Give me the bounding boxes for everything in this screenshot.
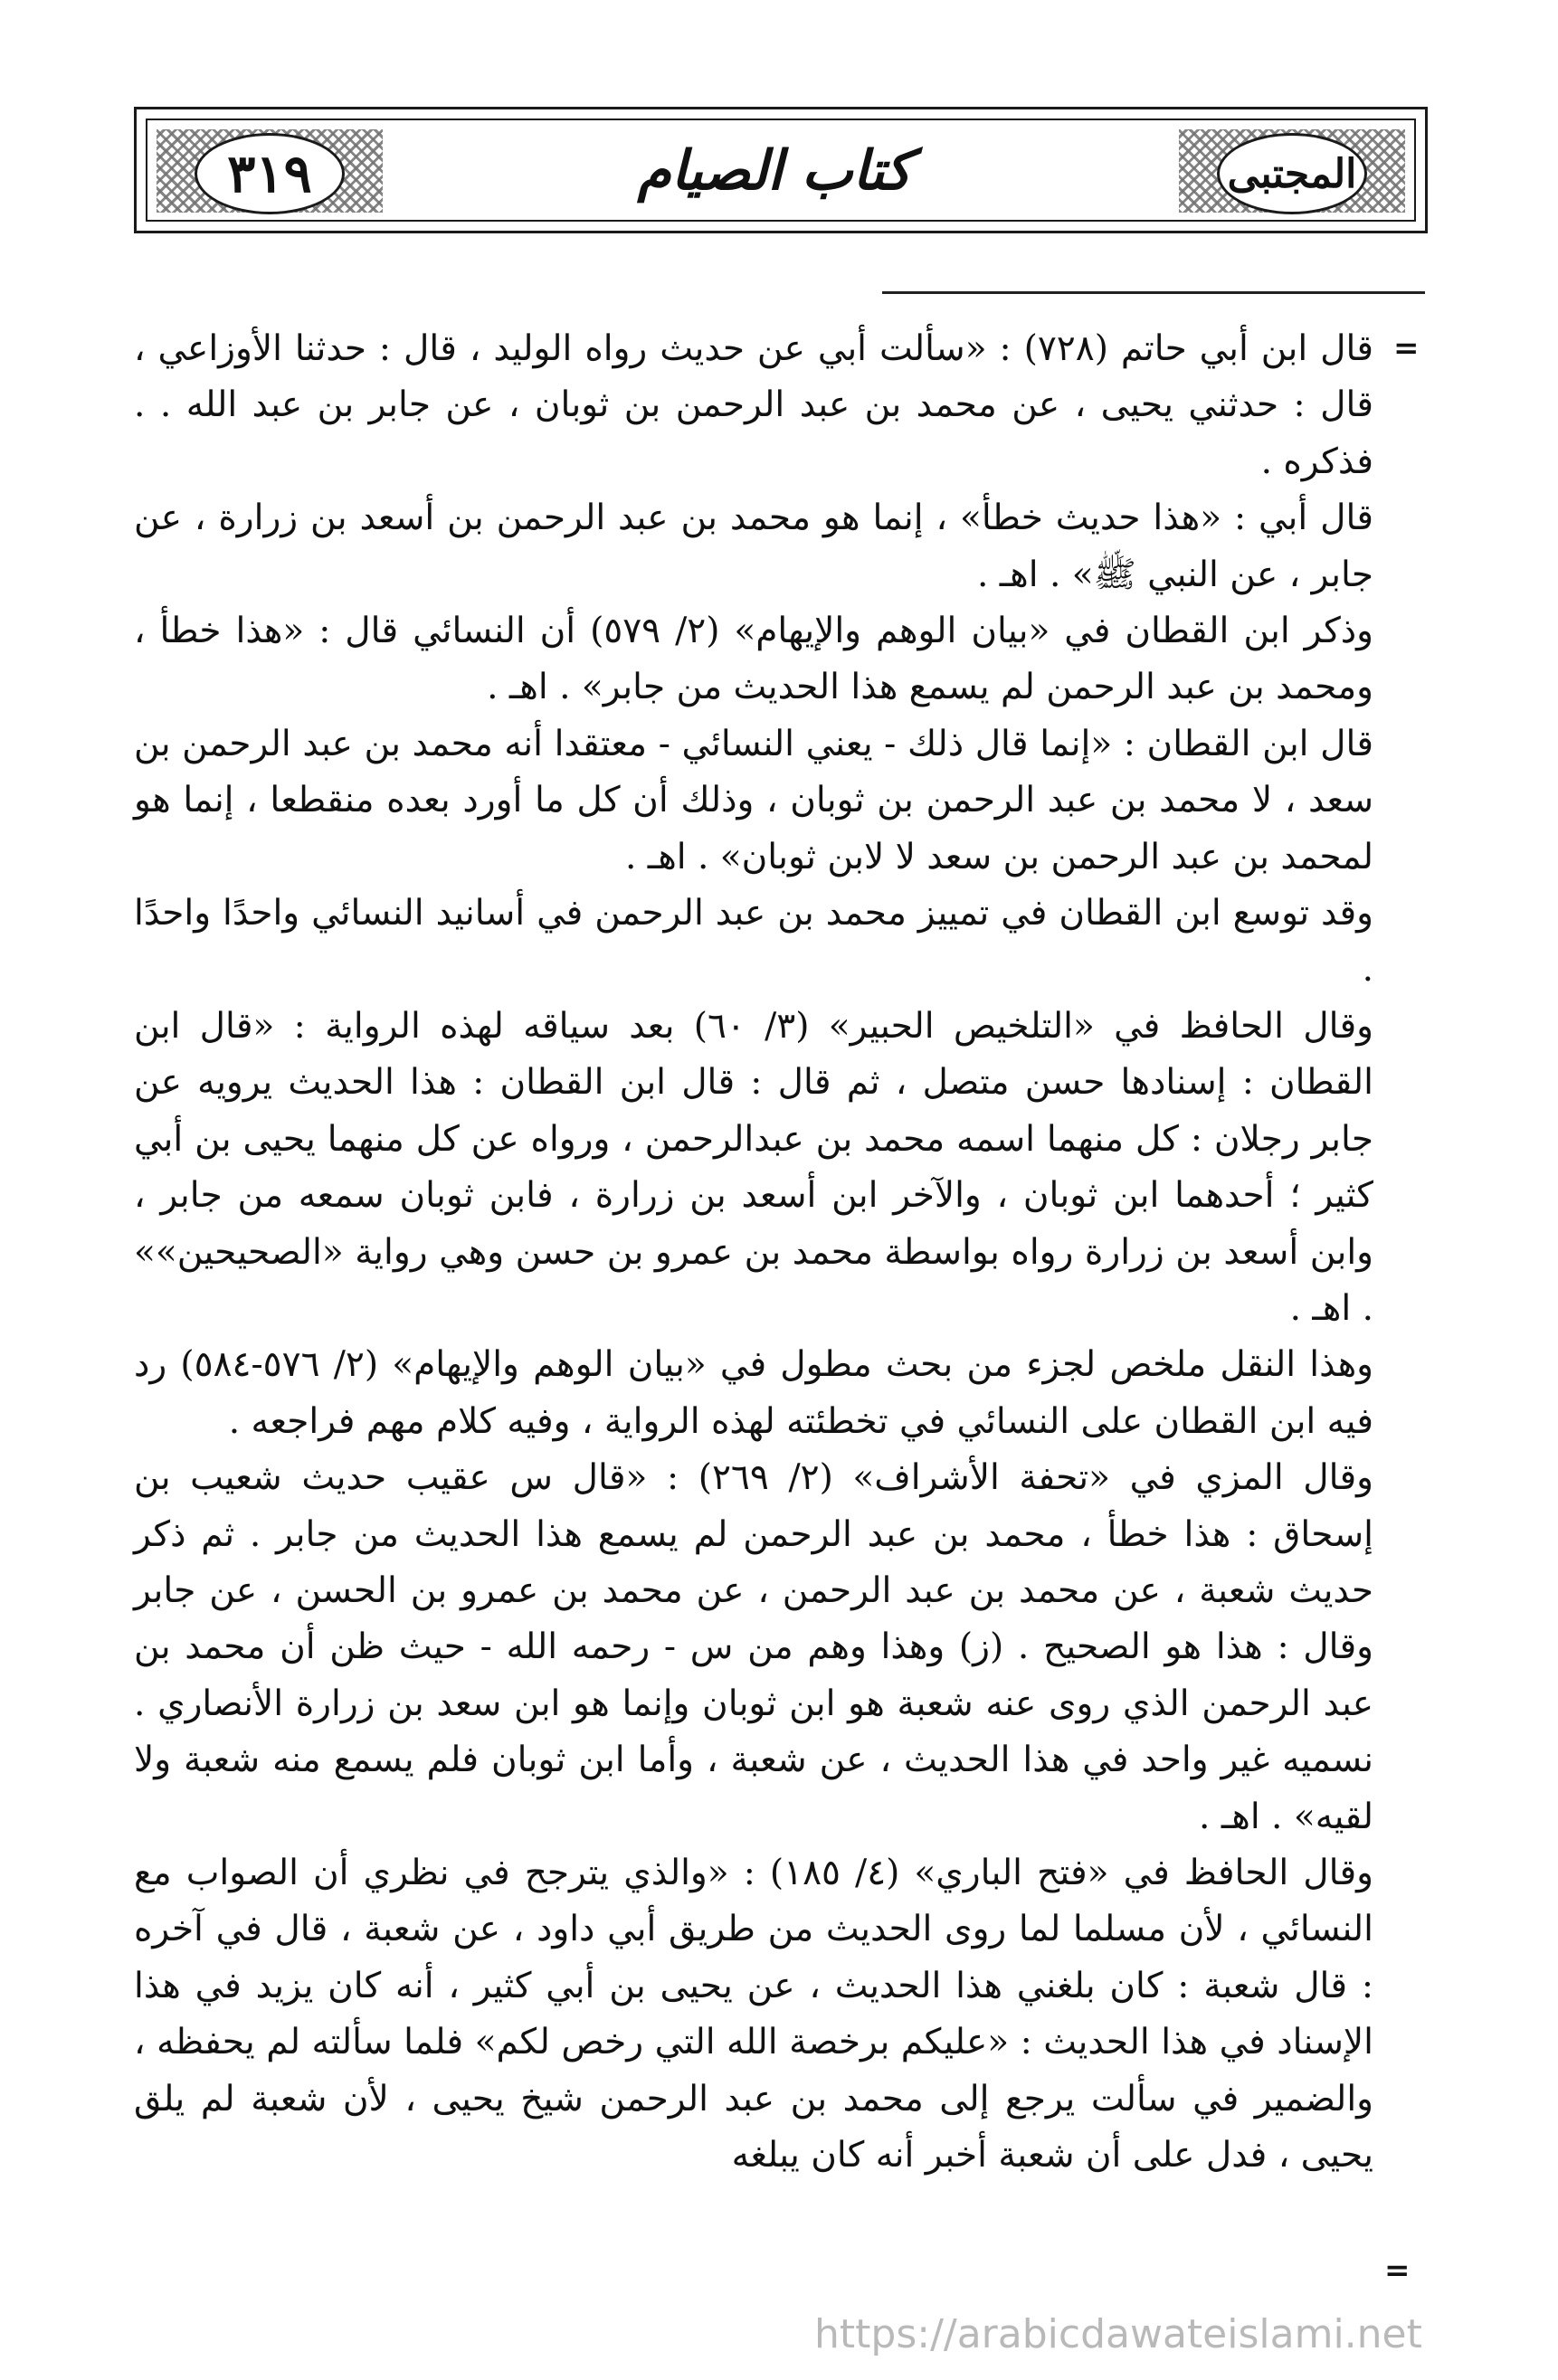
paragraph: وقال الحافظ في «التلخيص الحبير» (٣/ ٦٠) بعد سياقه لهذه الرواية : «قال ابن القطان : إسنادها حسن متصل ، ثم قال : قال ابن القطان : هذا الحديث يرويه عن جابر رجلان : كل منهما اسمه محمد بن عبدالرحمن ، ورواه عن كل منهما يحيى بن أبي كثير ؛ أحدهما ابن ثوبان ، والآخر ابن أسعد بن زرارة ، فابن ثوبان سمعه من جابر ، وابن أسعد بن زرارة رواه بواسطة محمد بن عمرو بن حسن وهي رواية «الصحيحين»» . اهـ .: [134, 1005, 1373, 1329]
paragraph: قال ابن القطان : «إنما قال ذلك - يعني النسائي - معتقدا أنه محمد بن عبد الرحمن بن سعد ، لا محمد بن عبد الرحمن بن ثوبان ، وذلك أن كل ما أورد بعده منقطعا ، إنما هو لمحمد بن عبد الرحمن بن سعد لا لابن ثوبان» . اهـ .: [134, 723, 1373, 877]
paragraph: وهذا النقل ملخص لجزء من بحث مطول في «بيان الوهم والإيهام» (٢/ ٥٧٦-٥٨٤) رد فيه ابن القطان على النسائي في تخطئته لهذه الرواية ، وفيه كلام مهم فراجعه .: [134, 1344, 1373, 1442]
footnote-text: [134, 321, 1373, 2184]
book-title: كتاب الصيام: [637, 139, 912, 203]
paragraph: قال أبي : «هذا حديث خطأ» ، إنما هو محمد بن عبد الرحمن بن أسعد بن زرارة ، عن جابر ، عن النبي ﷺ» . اهـ .: [134, 498, 1373, 595]
paragraph: وذكر ابن القطان في «بيان الوهم والإيهام» (٢/ ٥٧٩) أن النسائي قال : «هذا خطأ ، ومحمد بن عبد الرحمن لم يسمع هذا الحديث من جابر» . اهـ .: [134, 611, 1373, 708]
series-logo: المجتبى: [1217, 133, 1367, 214]
footnote-rule: [882, 291, 1425, 294]
paragraph: وقد توسع ابن القطان في تمييز محمد بن عبد الرحمن في أسانيد النسائي واحدًا واحدًا .: [134, 893, 1373, 991]
paragraph: قال ابن أبي حاتم (٧٢٨) : «سألت أبي عن حديث رواه الوليد ، قال : حدثنا الأوزاعي ، قال : حدثني يحيى ، عن محمد بن عبد الرحمن بن ثوبان ، عن جابر بن عبد الله . . فذكره .: [134, 328, 1373, 482]
continuation-mark-bottom: =: [1384, 2252, 1411, 2289]
paragraph: وقال الحافظ في «فتح الباري» (٤/ ١٨٥) : «والذي يترجح في نظري أن الصواب مع النسائي ، لأن مسلما لما روى الحديث من طريق أبي داود ، عن شعبة ، قال في آخره : قال شعبة : كان بلغني هذا الحديث ، عن يحيى بن أبي كثير ، أنه كان يزيد في هذا الإسناد في هذا الحديث : «عليكم برخصة الله التي رخص لكم» فلما سألته لم يحفظه ، والضمير في سألت يرجع إلى محمد بن عبد الرحمن شيخ يحيى ، لأن شعبة لم يلق يحيى ، فدل على أن شعبة أخبر أنه كان يبلغه: [134, 1852, 1374, 2176]
paragraph: وقال المزي في «تحفة الأشراف» (٢/ ٢٦٩) : «قال س عقيب حديث شعيب بن إسحاق : هذا خطأ ، محمد بن عبد الرحمن لم يسمع هذا الحديث من جابر . ثم ذكر حديث شعبة ، عن محمد بن عبد الرحمن ، عن محمد بن عمرو بن الحسن ، عن جابر وقال : هذا هو الصحيح . (ز) وهذا وهم من س - رحمه الله - حيث ظن أن محمد بن عبد الرحمن الذي روى عنه شعبة هو ابن ثوبان وإنما هو ابن سعد بن زرارة الأنصاري . نسميه غير واحد في هذا الحديث ، عن شعبة ، وأما ابن ثوبان فلم يسمع منه شعبة ولا لقيه» . اهـ .: [134, 1457, 1374, 1837]
page-number: ٣١٩: [195, 133, 345, 214]
watermark-url: https://arabicdawateislami.net: [814, 2311, 1422, 2357]
page-header: [134, 107, 1428, 233]
continuation-mark-top: =: [1393, 330, 1420, 366]
